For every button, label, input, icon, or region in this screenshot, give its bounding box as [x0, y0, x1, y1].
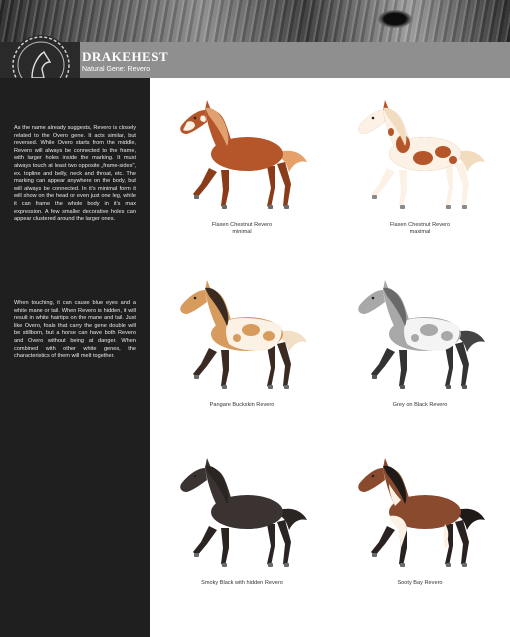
colored-patch: [242, 324, 260, 336]
horse-leg: [371, 348, 395, 378]
horse-caption: Smoky Black with hidden Revero: [201, 580, 283, 586]
colored-patch: [263, 331, 275, 341]
horse-caption-expression: minimal: [232, 229, 252, 235]
horse-caption: Grey on Black Revero: [392, 402, 448, 408]
horse-hoof: [372, 553, 377, 557]
colored-patch: [388, 128, 394, 136]
horse-leg: [371, 526, 395, 556]
horse-illustration: [167, 450, 317, 580]
horse-caption-expression: maximal: [409, 229, 431, 235]
horse-leg: [371, 168, 395, 198]
horse-hoof: [268, 563, 273, 567]
horse-hoof: [268, 385, 273, 389]
horse-caption: Flaxen Chestnut Revero: [389, 222, 451, 228]
horse-card: [162, 272, 322, 409]
horse-card: [340, 450, 500, 587]
horse-illustration: [345, 450, 495, 580]
horse-caption: Sooty Bay Revero: [397, 580, 443, 586]
header-banner-horse-photo: [0, 0, 510, 42]
horse-leg: [445, 166, 453, 208]
horse-leg: [445, 346, 453, 388]
horse-illustration: [345, 92, 495, 222]
horse-leg: [221, 170, 229, 208]
horse-eye: [372, 117, 375, 120]
horse-hoof: [284, 385, 289, 389]
colored-patch: [449, 156, 457, 164]
horse-illustration: [167, 272, 317, 402]
horse-hoof: [446, 385, 451, 389]
horse-hoof: [400, 563, 405, 567]
horse-card: [162, 450, 322, 587]
horse-hoof: [222, 205, 227, 209]
horse-leg: [221, 350, 229, 388]
horse-head: [358, 468, 385, 492]
description-paragraph-2: When touching, it can cause blue eyes and a white mane or tail. When Revero is hidden, it will result in white hairtips on the mane and tail. Just like Overo, foals that carry the gene double will be stillborn, but a horse can have both Revero and Overo without being at danger. When combined with other white genes, the characteristics of them will melt together.: [14, 300, 136, 360]
horse-hoof: [268, 205, 273, 209]
horse-hoof: [194, 375, 199, 379]
horse-hoof: [462, 205, 467, 209]
horse-hoof: [462, 385, 467, 389]
horse-hoof: [222, 563, 227, 567]
horse-eye: [372, 297, 375, 300]
horse-illustration: [345, 272, 495, 402]
title-bar: [0, 42, 510, 78]
horse-leg: [267, 524, 275, 566]
horse-leg: [193, 168, 217, 198]
horse-leg: [267, 346, 275, 388]
horse-head: [358, 290, 385, 314]
horse-hoof: [194, 553, 199, 557]
horse-leg: [193, 526, 217, 556]
horse-leg: [193, 348, 217, 378]
horse-hoof: [372, 195, 377, 199]
white-marking: [358, 110, 385, 134]
horse-leg: [399, 350, 407, 388]
horse-leg: [399, 170, 407, 208]
horse-leg: [221, 528, 229, 566]
horse-eye: [194, 297, 197, 300]
colored-patch: [413, 151, 433, 165]
colored-patch: [233, 334, 241, 342]
horse-hoof: [284, 205, 289, 209]
horse-hoof: [462, 563, 467, 567]
horse-hoof: [284, 563, 289, 567]
horse-hoof: [446, 563, 451, 567]
colored-patch: [420, 324, 438, 336]
horse-caption: Pangare Buckskin Revero: [209, 402, 275, 408]
page-title: DRAKEHEST: [82, 49, 169, 64]
horse-head: [180, 290, 207, 314]
horse-hoof: [222, 385, 227, 389]
horse-card: [340, 92, 500, 236]
horse-hoof: [194, 195, 199, 199]
colored-patch: [435, 146, 451, 158]
colored-patch: [441, 331, 453, 341]
horse-hoof: [446, 205, 451, 209]
horse-head: [180, 468, 207, 492]
horse-eye-image: [378, 10, 412, 28]
mane-hair-texture: [0, 0, 510, 42]
horse-eye: [194, 475, 197, 478]
page-subtitle: Natural Gene: Revero: [82, 66, 151, 73]
horse-hoof: [400, 385, 405, 389]
horse-card: [162, 92, 322, 236]
horse-leg: [267, 166, 275, 208]
description-paragraph-1: As the name already suggests, Revero is closely related to the Overo gene. It acts similar, but reversed. While Overo starts from the middle, Revero will always be connected to the frame, with larger holes inside the marking. It must always touch at least two opposite „frame-sides", ex. topline and belly, neck and throat, etc. The marking can appear anywhere on the body, but will always be connected. In it's minimal form it will show on the head or even just one leg, while it can frame the whole body in it's max expression. A few smaller decorative holes can appear clustered around the larger ones.: [14, 125, 136, 223]
horse-hoof: [372, 375, 377, 379]
horse-hoof: [400, 205, 405, 209]
colored-patch: [411, 334, 419, 342]
horse-eye: [372, 475, 375, 478]
horse-card: [340, 272, 500, 409]
horse-eye: [194, 117, 197, 120]
horse-caption: Flaxen Chestnut Revero: [211, 222, 273, 228]
horse-illustration: [167, 92, 317, 222]
